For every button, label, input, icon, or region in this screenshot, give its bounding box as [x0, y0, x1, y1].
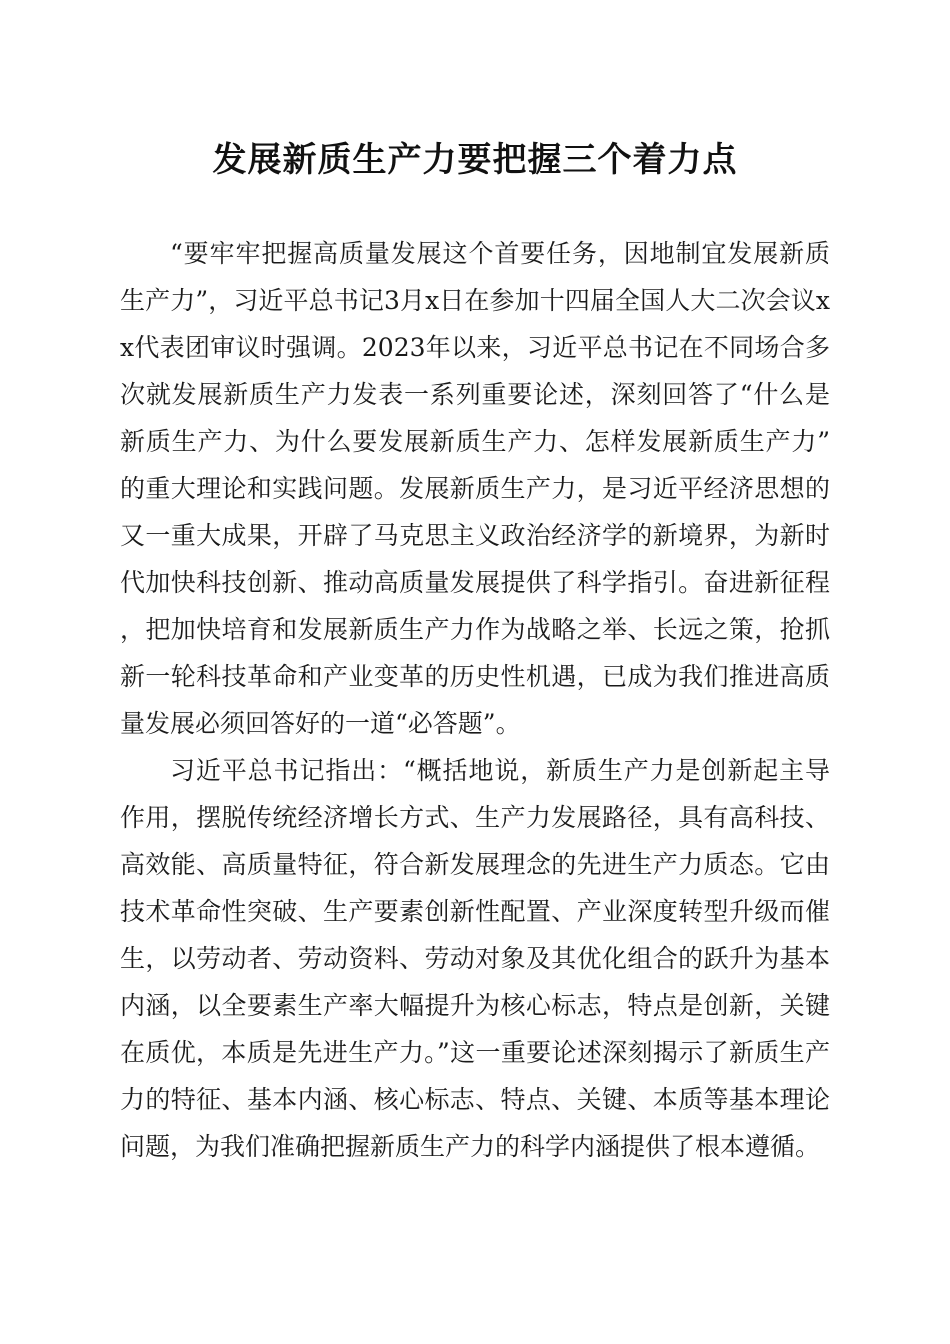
document-title: 发展新质生产力要把握三个着力点	[212, 140, 738, 180]
paragraph-1: “要牢牢把握高质量发展这个首要任务，因地制宜发展新质生产力”，习近平总书记3月x日在参加十四届全国人大二次会议xx代表团审议时强调。2023年以来，习近平总书记在不同场合多次就发展新质生产力发表一系列重要论述，深刻回答了“什么是新质生产力、为什么要发展新质生产力、怎样发展新质生产力”的重大理论和实践问题。发展新质生产力，是习近平经济思想的又一重大成果，开辟了马克思主义政治经济学的新境界，为新时代加快科技创新、推动高质量发展提供了科学指引。奋进新征程，把加快培育和发展新质生产力作为战略之举、长远之策，抢抓新一轮科技革命和产业变革的历史性机遇，已成为我们推进高质量发展必须回答好的一道“必答题”。	[120, 239, 830, 738]
paragraph-2: 习近平总书记指出：“概括地说，新质生产力是创新起主导作用，摆脱传统经济增长方式、生产力发展路径，具有高科技、高效能、高质量特征，符合新发展理念的先进生产力质态。它由技术革命性突破、生产要素创新性配置、产业深度转型升级而催生，以劳动者、劳动资料、劳动对象及其优化组合的跃升为基本内涵，以全要素生产率大幅提升为核心标志，特点是创新，关键在质优，本质是先进生产力。”这一重要论述深刻揭示了新质生产力的特征、基本内涵、核心标志、特点、关键、本质等基本理论问题，为我们准确把握新质生产力的科学内涵提供了根本遵循。	[120, 756, 830, 1161]
document-body	[120, 230, 830, 1170]
